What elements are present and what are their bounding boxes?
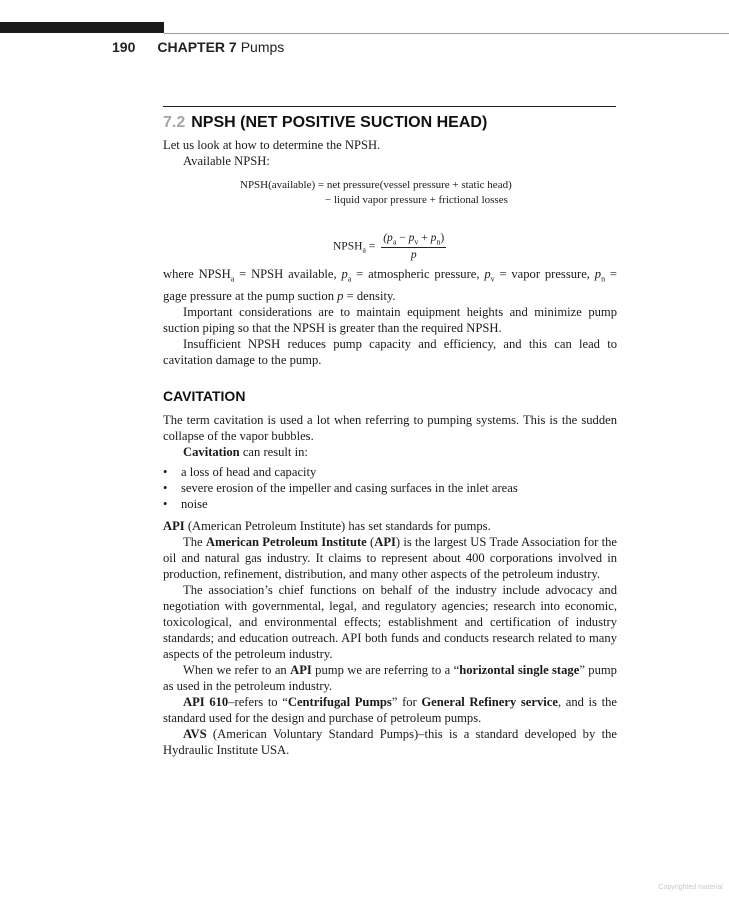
npsh-formula bbox=[333, 232, 446, 261]
copyright-notice: Copyrighted material bbox=[658, 884, 723, 891]
api-paragraph-6: AVS (American Voluntary Standard Pumps)–this is a standard developed by the Hydraulic Institute USA. bbox=[163, 727, 617, 757]
chapter-label: CHAPTER 7 bbox=[157, 39, 237, 55]
page-number: 190 bbox=[112, 39, 136, 55]
intro-line-1: Let us look at how to determine the NPSH. bbox=[163, 138, 381, 152]
running-header bbox=[112, 39, 284, 55]
api-paragraph-3: The association’s chief functions on behalf of the industry include advocacy and negotiation with governmental, legal, and regulatory agencies; research into economic, toxicological, and environmental effects; establishment and certification of industry standards; and education outreach. API both funds and conducts research related to many aspects of the petroleum industry. bbox=[163, 583, 617, 661]
npsh-body bbox=[163, 266, 617, 368]
formula-fraction bbox=[381, 232, 446, 261]
formula-lhs: NPSH bbox=[333, 240, 363, 253]
section-title: NPSH (NET POSITIVE SUCTION HEAD) bbox=[191, 114, 488, 131]
intro-line-2: Available NPSH: bbox=[183, 154, 270, 168]
header-rule bbox=[164, 33, 729, 34]
equation-line-1: NPSH(available) = net pressure(vessel pressure + static head) bbox=[240, 179, 512, 191]
cavitation-intro: The term cavitation is used a lot when referring to pumping systems. This is the sudden collapse of the vapor bubbles. bbox=[163, 413, 617, 443]
section-rule bbox=[163, 106, 616, 107]
where-paragraph: where $NPSH_a$ = NPSH available, $p_a$ = atmospheric pressure, $p_v$ = vapor pressure, $p_n$ = gage pressure at the pump suction p = density. bbox=[163, 267, 617, 303]
chapter-title: Pumps bbox=[240, 39, 285, 55]
cavitation-result: Cavitation can result in: bbox=[183, 445, 308, 459]
intro-text bbox=[163, 137, 617, 169]
api-paragraph-2: The American Petroleum Institute (API) is the largest US Trade Association for the oil and natural gas industry. It claims to represent about 400 corporations involved in production, refinement, distribution, and many other aspects of the petroleum industry. bbox=[163, 535, 618, 581]
section-heading bbox=[163, 114, 487, 132]
formula-denominator: p bbox=[410, 249, 417, 262]
api-paragraph-1: API (American Petroleum Institute) has set standards for pumps. bbox=[163, 519, 491, 533]
insufficient-paragraph: Insufficient NPSH reduces pump capacity and efficiency, and this can lead to cavitation damage to the pump. bbox=[163, 336, 617, 367]
section-number: 7.2 bbox=[163, 114, 186, 131]
list-item: • noise bbox=[163, 496, 617, 512]
cavitation-heading: CAVITATION bbox=[163, 388, 246, 404]
list-item: • severe erosion of the impeller and casing surfaces in the inlet areas bbox=[163, 480, 617, 496]
formula-numerator: $(p_a - p_v + p_n)$ bbox=[383, 232, 445, 247]
list-item: • a loss of head and capacity bbox=[163, 464, 617, 480]
header-bar bbox=[0, 22, 164, 33]
api-paragraph-4: When we refer to an API pump we are referring to a “horizontal single stage” pump as used in the petroleum industry. bbox=[163, 663, 617, 693]
equation-line-2: − liquid vapor pressure + frictional losses bbox=[325, 194, 508, 206]
formula-lhs-sub: a bbox=[362, 245, 366, 255]
considerations-paragraph: Important considerations are to maintain equipment heights and minimize pump suction piping so that the NPSH is greater than the required NPSH. bbox=[163, 304, 617, 335]
cavitation-body bbox=[163, 412, 617, 758]
api-paragraph-5: API 610–refers to “Centrifugal Pumps” for General Refinery service, and is the standard used for the design and purchase of petroleum pumps. bbox=[163, 695, 617, 725]
cavitation-list bbox=[163, 464, 617, 512]
formula-equals: = bbox=[365, 240, 376, 253]
npsh-available-equation bbox=[240, 178, 512, 208]
